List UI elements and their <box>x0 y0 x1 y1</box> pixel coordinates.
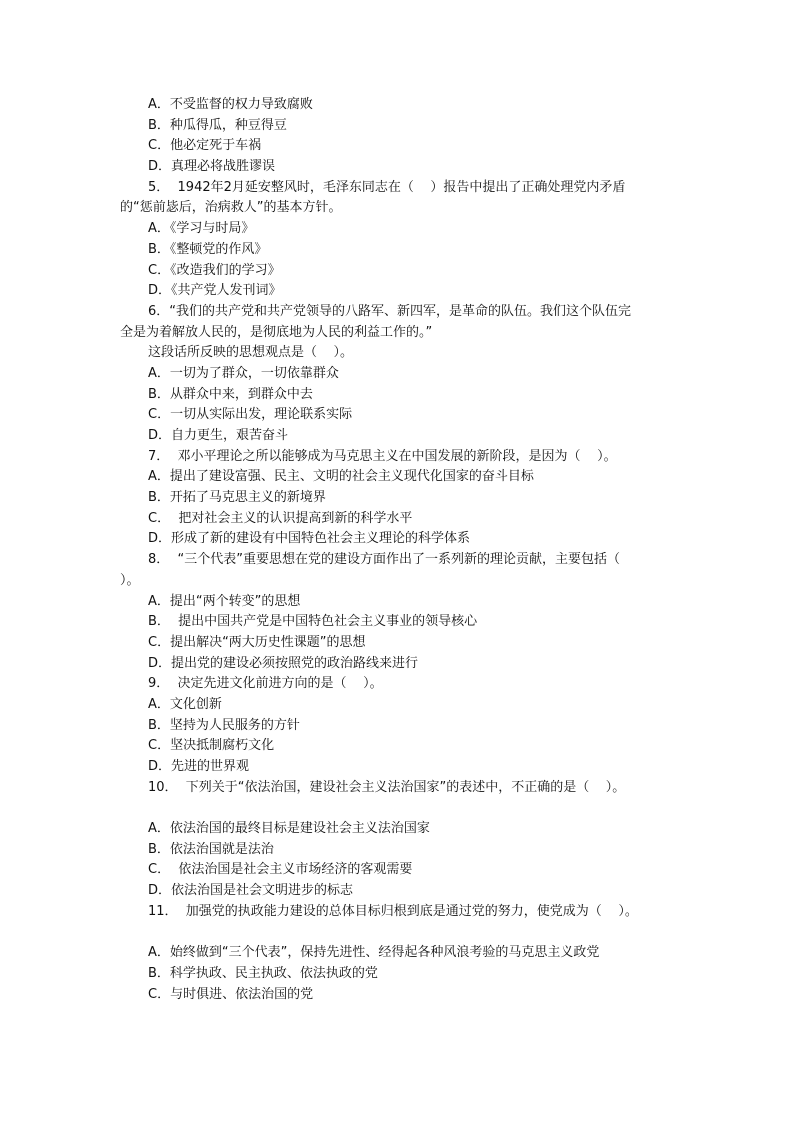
question-line: 5． 1942年2月延安整风时，毛泽东同志在（ ）报告中提出了正确处理党内矛盾 <box>148 179 626 195</box>
question-line: 8． “三个代表”重要思想在党的建设方面作出了一系列新的理论贡献，主要包括（ <box>148 552 621 568</box>
option-line: A．文化创新 <box>148 696 222 712</box>
document-body <box>0 95 794 1005</box>
option-line: C．坚决抵制腐朽文化 <box>148 738 275 754</box>
question-line: 9． 决定先进文化前进方向的是（ ）。 <box>148 676 383 692</box>
option-line: D．依法治国是社会文明进步的标志 <box>148 883 354 899</box>
option-line: C． 把对社会主义的认识提高到新的科学水平 <box>148 510 413 526</box>
option-line: D．《共产党人发刊词》 <box>148 283 282 299</box>
question-line: 全是为着解放人民的，是彻底地为人民的利益工作的。” <box>120 324 433 340</box>
option-line: C．与时俱进、依法治国的党 <box>148 986 314 1002</box>
option-line: D．自力更生，艰苦奋斗 <box>148 428 289 443</box>
option-line: D．真理必将战胜谬误 <box>148 159 276 175</box>
option-line: D．形成了新的建设有中国特色社会主义理论的科学体系 <box>148 531 471 547</box>
option-line: B．《整顿党的作风》 <box>148 241 268 257</box>
option-line: A．依法治国的最终目标是建设社会主义法治国家 <box>148 821 430 837</box>
question-line: 10． 下列关于“依法治国，建设社会主义法治国家”的表述中，不正确的是（ ）。 <box>148 779 626 795</box>
option-line: B．依法治国就是法治 <box>148 841 274 857</box>
option-line: C．一切从实际出发，理论联系实际 <box>148 407 353 423</box>
option-line: A．提出“两个转变”的思想 <box>148 593 301 609</box>
option-line: A．一切为了群众，一切依靠群众 <box>148 365 339 381</box>
option-line: B．科学执政、民主执政、依法执政的党 <box>148 965 378 981</box>
option-line: B．从群众中来，到群众中去 <box>148 386 313 402</box>
question-line: 的“惩前毖后，治病救人”的基本方针。 <box>120 200 342 216</box>
option-line: D．提出党的建设必须按照党的政治路线来进行 <box>148 655 419 671</box>
option-line: A．始终做到“三个代表”，保持先进性、经得起各种风浪考验的马克思主义政党 <box>148 945 600 961</box>
question-line: ）。 <box>120 572 140 588</box>
blank-line <box>0 923 794 944</box>
option-line: B． 提出中国共产党是中国特色社会主义事业的领导核心 <box>148 614 478 630</box>
option-line: 这段话所反映的思想观点是（ ）。 <box>148 345 354 361</box>
question-line: 6．“我们的共产党和共产党领导的八路军、新四军，是革命的队伍。我们这个队伍完 <box>148 303 632 319</box>
option-line: A．不受监督的权力导致腐败 <box>148 97 313 112</box>
option-line: C．他必定死于车祸 <box>148 138 262 154</box>
option-line: B．种瓜得瓜，种豆得豆 <box>148 117 287 133</box>
blank-line <box>0 798 794 819</box>
option-line: C． 依法治国是社会主义市场经济的客观需要 <box>148 862 413 878</box>
question-line: 11． 加强党的执政能力建设的总体目标归根到底是通过党的努力，使党成为（ ）。 <box>148 903 638 919</box>
option-line: C．《改造我们的学习》 <box>148 262 281 278</box>
option-line: D．先进的世界观 <box>148 759 250 774</box>
option-line: B．坚持为人民服务的方针 <box>148 717 300 733</box>
question-line: 7． 邓小平理论之所以能够成为马克思主义在中国发展的新阶段，是因为（ ）。 <box>148 448 617 464</box>
option-line: C．提出解决“两大历史性课题”的思想 <box>148 634 366 650</box>
option-line: B．开拓了马克思主义的新境界 <box>148 490 326 506</box>
option-line: A．提出了建设富强、民主、文明的社会主义现代化国家的奋斗目标 <box>148 469 534 485</box>
option-line: A．《学习与时局》 <box>148 221 255 237</box>
